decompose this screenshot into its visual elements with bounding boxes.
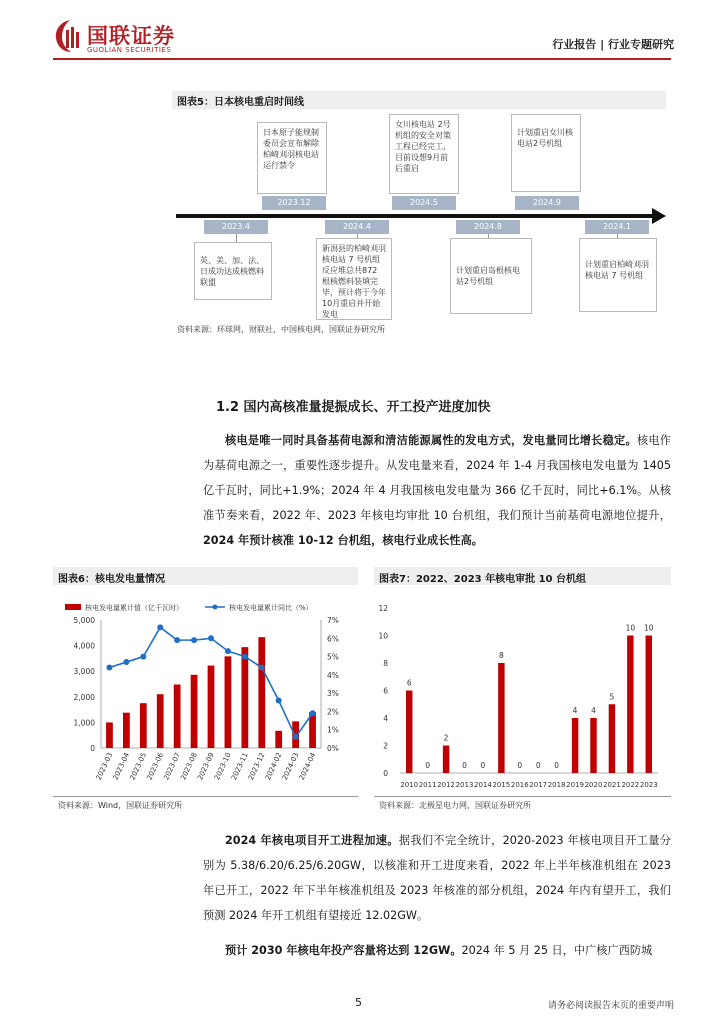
disclaimer: 请务必阅读报告末页的重要声明 <box>547 1001 674 1011</box>
timeline-date: 2024.1 <box>585 220 649 234</box>
x-tick-label: 2010 <box>400 781 419 789</box>
bar-data-label: 10 <box>625 623 636 633</box>
paragraph-nuclear-generation <box>203 428 671 553</box>
bar-approvals <box>590 718 596 773</box>
y-tick-label-right: 7% <box>327 616 339 625</box>
page-number: 5 <box>355 996 362 1009</box>
x-tick-label: 2021 <box>603 781 621 789</box>
y-tick-label: 4 <box>383 714 388 723</box>
bar-data-label: 5 <box>609 692 615 702</box>
figure6-source: 资料来源：Wind，国联证券研究所 <box>58 801 183 810</box>
bar-generation <box>106 722 113 748</box>
bar-data-label: 0 <box>535 761 541 770</box>
x-tick-label: 2023-05 <box>128 751 149 782</box>
timeline-event-box: 英、美、加、法、日成功达成核燃料联盟 <box>194 242 272 300</box>
timeline-event-box: 女川核电站 2号机组的安全对策工程已经完工，目前设想9月前后重启 <box>389 114 459 194</box>
x-tick-label: 2023-04 <box>111 751 132 782</box>
legend-swatch-marker <box>213 605 218 610</box>
x-tick-label: 2022 <box>621 781 640 789</box>
x-tick-label: 2023-11 <box>230 751 250 782</box>
x-tick-label: 2023-06 <box>145 751 166 782</box>
bar-approvals <box>646 636 652 774</box>
x-tick-label: 2017 <box>529 781 548 789</box>
x-tick-label: 2023-10 <box>213 751 233 782</box>
bar-data-label: 0 <box>425 761 431 770</box>
figure6-title: 图表6：核电发电量情况 <box>58 574 165 585</box>
nuclear-approvals-chart <box>374 590 671 795</box>
figure7-source: 资料来源：北极星电力网，国联证券研究所 <box>379 801 531 810</box>
paragraph-lead: 预计 2030 年核电年投产容量将达到 12GW。 <box>225 944 462 957</box>
paragraph-body: 2024 年 5 月 25 日，中广核广西防城 <box>461 944 653 957</box>
line-point <box>106 665 112 671</box>
timeline-event-box: 日本原子能规制委员会宣布解除柏崎刈羽核电站运行禁令 <box>257 122 327 194</box>
bar-generation <box>225 656 232 748</box>
bar-data-label: 0 <box>554 761 560 770</box>
x-tick-label: 2023 <box>639 781 658 789</box>
x-tick-label: 2024-04 <box>297 751 318 782</box>
y-tick-label-right: 5% <box>327 652 339 662</box>
bar-data-label: 4 <box>591 706 596 715</box>
x-tick-label: 2020 <box>584 781 603 789</box>
x-tick-label: 2018 <box>547 781 566 789</box>
bar-data-label: 4 <box>572 706 578 715</box>
timeline-date: 2023.12 <box>262 196 326 210</box>
line-point <box>140 654 146 660</box>
line-point <box>276 697 282 703</box>
bar-approvals <box>572 718 578 773</box>
x-tick-label: 2023-12 <box>246 751 267 782</box>
company-logo <box>53 18 187 58</box>
y-tick-label: 12 <box>378 604 388 613</box>
x-tick-label: 2015 <box>492 781 511 789</box>
timeline-event-box: 计划重启柏崎刈羽核电站 7 号机组 <box>579 238 657 312</box>
x-tick-label: 2024-02 <box>263 751 284 782</box>
y-tick-label-left: 3,000 <box>73 667 95 677</box>
y-tick-label-left: 0 <box>90 744 95 753</box>
line-point <box>310 710 316 716</box>
paragraph-body: 据我们不完全统计，2020-2023 年核电项目开工量分别为 5.38/6.20/6.25/6.20GW，以核准和开工进度来看，2022 年上半年核准机组在 2023 年已开工，2022 年下半年核准机组及 2023 年核准的部分机组，2024 年内有望开工，我们预测 2024 年开工机组有望接近 12.02GW。 <box>203 834 671 922</box>
bar-generation <box>275 731 282 748</box>
header-divider <box>53 58 671 60</box>
line-point <box>225 648 231 654</box>
y-tick-label: 6 <box>383 686 388 696</box>
x-tick-label: 2024-03 <box>280 751 301 782</box>
y-tick-label: 0 <box>383 769 388 778</box>
report-type-label: 行业报告 | 行业专题研究 <box>552 38 674 51</box>
x-tick-label: 2023-03 <box>94 751 115 782</box>
bar-generation <box>174 685 181 748</box>
bar-approvals <box>627 636 633 774</box>
x-tick-label: 2012 <box>437 781 455 789</box>
line-point <box>157 624 163 630</box>
x-tick-label: 2023-07 <box>162 751 182 782</box>
bar-data-label: 2 <box>443 733 449 743</box>
bar-generation <box>208 666 215 748</box>
y-tick-label-right: 2% <box>327 707 339 717</box>
bar-generation <box>123 713 130 748</box>
x-tick-label: 2014 <box>474 781 492 789</box>
bar-approvals <box>609 704 615 773</box>
section-heading: 1.2 国内高核准量提振成长、开工投产进度加快 <box>216 400 491 415</box>
x-tick-label: 2011 <box>418 781 437 789</box>
legend-swatch-bar <box>65 604 81 610</box>
bar-generation <box>191 675 198 748</box>
line-point <box>293 734 299 740</box>
y-tick-label-left: 5,000 <box>73 616 95 625</box>
figure5-source: 资料来源：环球网，财联社，中国核电网，国联证券研究所 <box>177 325 385 334</box>
figure7-title: 图表7：2022、2023 年核电审批 10 台机组 <box>379 574 586 585</box>
timeline-date: 2024.5 <box>392 196 456 210</box>
bar-data-label: 8 <box>498 651 504 660</box>
bar-approvals <box>443 746 449 774</box>
line-point <box>191 637 197 643</box>
y-tick-label-left: 4,000 <box>73 641 95 651</box>
x-tick-label: 2013 <box>455 781 474 789</box>
timeline-date: 2024.9 <box>515 196 579 210</box>
y-tick-label-right: 0% <box>327 744 339 753</box>
timeline-axis <box>176 214 654 218</box>
line-point <box>242 654 248 660</box>
bar-data-label: 6 <box>406 678 412 688</box>
line-point <box>123 659 129 665</box>
legend-label: 核电发电量累计值（亿千瓦时） <box>85 604 183 612</box>
y-tick-label-right: 6% <box>327 634 339 644</box>
timeline-date: 2024.8 <box>456 220 520 234</box>
y-tick-label: 8 <box>383 659 388 668</box>
bar-approvals <box>406 691 412 774</box>
figure6-divider <box>53 796 358 797</box>
x-tick-label: 2023-08 <box>179 751 199 782</box>
timeline-event-box: 计划重启女川核电站2号机组 <box>511 114 581 192</box>
y-tick-label-left: 1,000 <box>73 718 95 728</box>
bar-generation <box>140 703 147 748</box>
bar-generation <box>157 694 164 748</box>
line-point <box>174 637 180 643</box>
bar-approvals <box>498 663 504 773</box>
y-tick-label-right: 1% <box>327 725 339 735</box>
bar-generation <box>258 637 265 748</box>
timeline-stem <box>236 234 237 242</box>
bar-data-label: 0 <box>480 761 486 770</box>
timeline-event-box: 计划重启岛根核电站2号机组 <box>450 238 532 314</box>
paragraph-lead: 2024 年核电项目开工进程加速。 <box>225 834 399 847</box>
timeline-date: 2024.4 <box>325 220 389 234</box>
timeline-date: 2023.4 <box>204 220 268 234</box>
figure7-divider <box>374 796 671 797</box>
x-tick-label: 2023-09 <box>196 751 216 782</box>
timeline-arrow-icon <box>652 208 666 224</box>
bar-data-label: 10 <box>644 623 654 633</box>
paragraph-body: 核电作为基荷电源之一，重要性逐步提升。从发电量来看，2024 年 1-4 月我国核电发电量为 1405 亿千瓦时，同比+1.9%；2024 年 4 月我国核电发电量为 366 亿千瓦时，同比+6.1%。从核准节奏来看，2022 年、2023 年核电均审批 10 台机组，我们预计当前基荷电源地位提升， <box>203 434 671 522</box>
paragraph-construction <box>203 828 671 928</box>
y-tick-label-right: 3% <box>327 689 339 699</box>
bar-data-label: 0 <box>517 761 523 770</box>
y-tick-label: 10 <box>378 631 388 641</box>
paragraph-lead: 核电是唯一同时具备基荷电源和清洁能源属性的发电方式，发电量同比增长稳定。 <box>225 434 637 447</box>
bar-generation <box>241 647 248 748</box>
logo-chinese-name: 国联证券 <box>87 24 175 48</box>
logo-english-name: GUOLIAN SECURITIES <box>87 46 172 54</box>
x-tick-label: 2016 <box>510 781 529 789</box>
bar-data-label: 0 <box>462 761 467 770</box>
legend-label: 核电发电量累计同比（%） <box>229 604 313 612</box>
paragraph-2030-outlook <box>203 938 671 963</box>
timeline-event-box: 新潟县的柏崎刈羽核电站 7 号机组反应堆总共872 根核燃料装填完毕，预计将于今年10月重启并开始发电 <box>316 238 392 320</box>
y-tick-label-left: 2,000 <box>73 692 95 702</box>
figure5-title: 图表5：日本核电重启时间线 <box>177 97 304 108</box>
y-tick-label-right: 4% <box>327 670 339 680</box>
logo-emblem-icon <box>53 18 87 54</box>
line-point <box>208 635 214 641</box>
x-tick-label: 2019 <box>566 781 584 789</box>
y-tick-label: 2 <box>383 741 388 751</box>
nuclear-generation-chart <box>53 590 358 795</box>
line-point <box>259 665 265 671</box>
paragraph-tail: 2024 年预计核准 10-12 台机组，核电行业成长性高。 <box>203 534 483 547</box>
